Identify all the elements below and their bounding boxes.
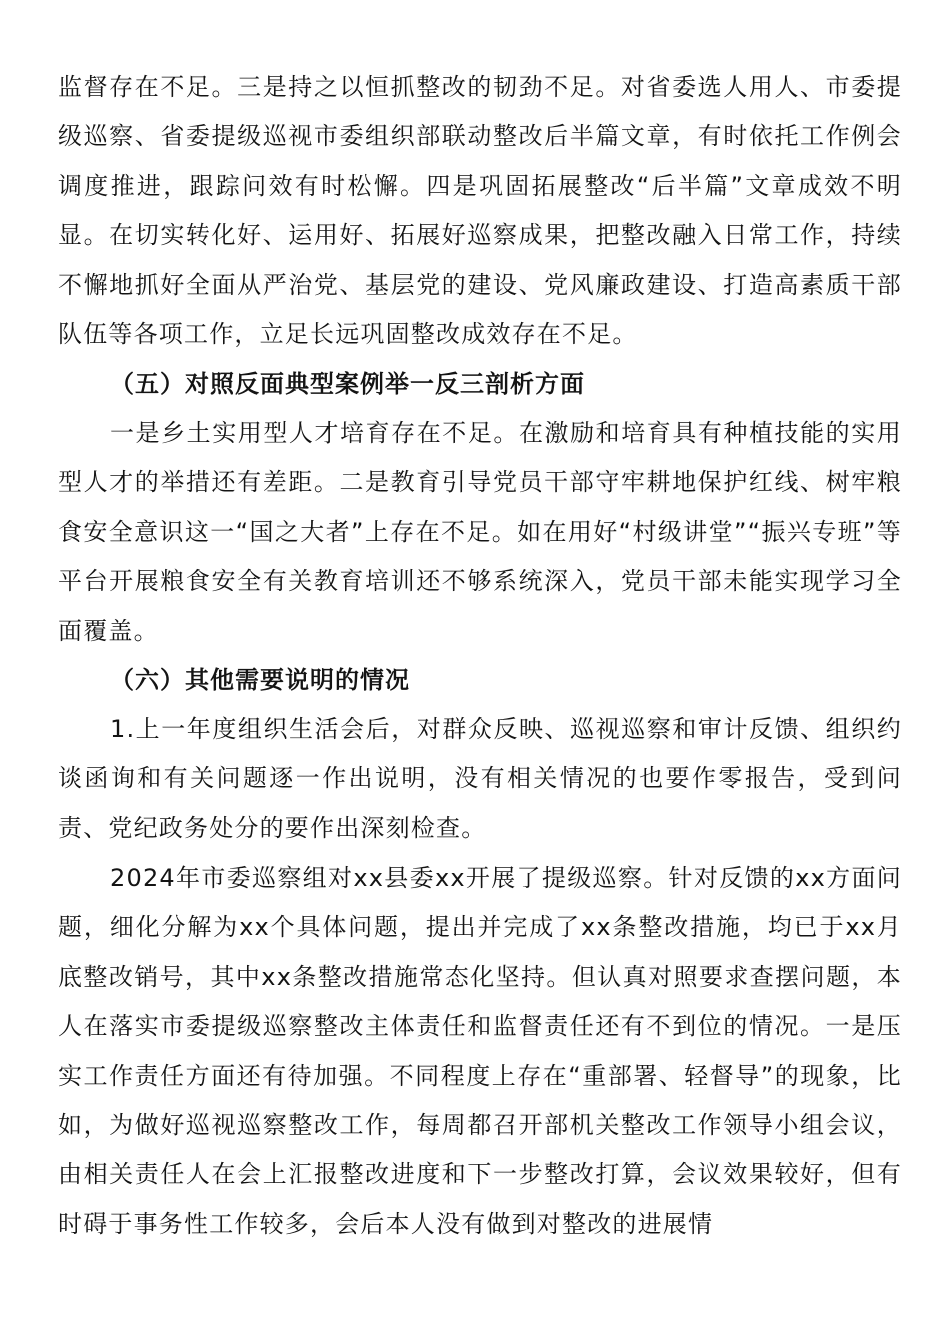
paragraph-rural-talent: 一是乡土实用型人才培育存在不足。在激励和培育具有种植技能的实用型人才的举措还有差距。二是教育引导党员干部守牢耕地保护红线、树牢粮食安全意识这一“国之大者”上存在不足。如在用好“村级讲堂”“振兴专班”等平台开展粮食安全有关教育培训还不够系统深入，党员干部未能实现学习全面覆盖。: [58, 419, 902, 645]
paragraph-item-1: 1.上一年度组织生活会后，对群众反映、巡视巡察和审计反馈、组织约谈函询和有关问题逐一作出说明，没有相关情况的也要作零报告，受到问责、党纪政务处分的要作出深刻检查。: [58, 715, 902, 842]
paragraph-inspection-2024: 2024年市委巡察组对xx县委xx开展了提级巡察。针对反馈的xx方面问题，细化分解为xx个具体问题，提出并完成了xx条整改措施，均已于xx月底整改销号，其中xx条整改措施常态化坚持。但认真对照要求查摆问题，本人在落实市委提级巡察整改主体责任和监督责任还有不到位的情况。一是压实工作责任方面还有待加强。不同程度上存在“重部署、轻督导”的现象，比如，为做好巡视巡察整改工作，每周都召开部机关整改工作领导小组会议，由相关责任人在会上汇报整改进度和下一步整改打算，会议效果较好，但有时碍于事务性工作较多，会后本人没有做到对整改的进展情: [58, 864, 902, 1238]
section-heading-6: （六）其他需要说明的情况: [110, 666, 410, 694]
paragraph-rectification-shortcomings: 监督存在不足。三是持之以恒抓整改的韧劲不足。对省委选人用人、市委提级巡察、省委提级巡视市委组织部联动整改后半篇文章，有时依托工作例会调度推进，跟踪问效有时松懈。四是巩固拓展整改“后半篇”文章成效不明显。在切实转化好、运用好、拓展好巡察成果，把整改融入日常工作，持续不懈地抓好全面从严治党、基层党的建设、党风廉政建设、打造高素质干部队伍等各项工作，立足长远巩固整改成效存在不足。: [58, 73, 902, 349]
section-heading-5: （五）对照反面典型案例举一反三剖析方面: [110, 370, 585, 398]
